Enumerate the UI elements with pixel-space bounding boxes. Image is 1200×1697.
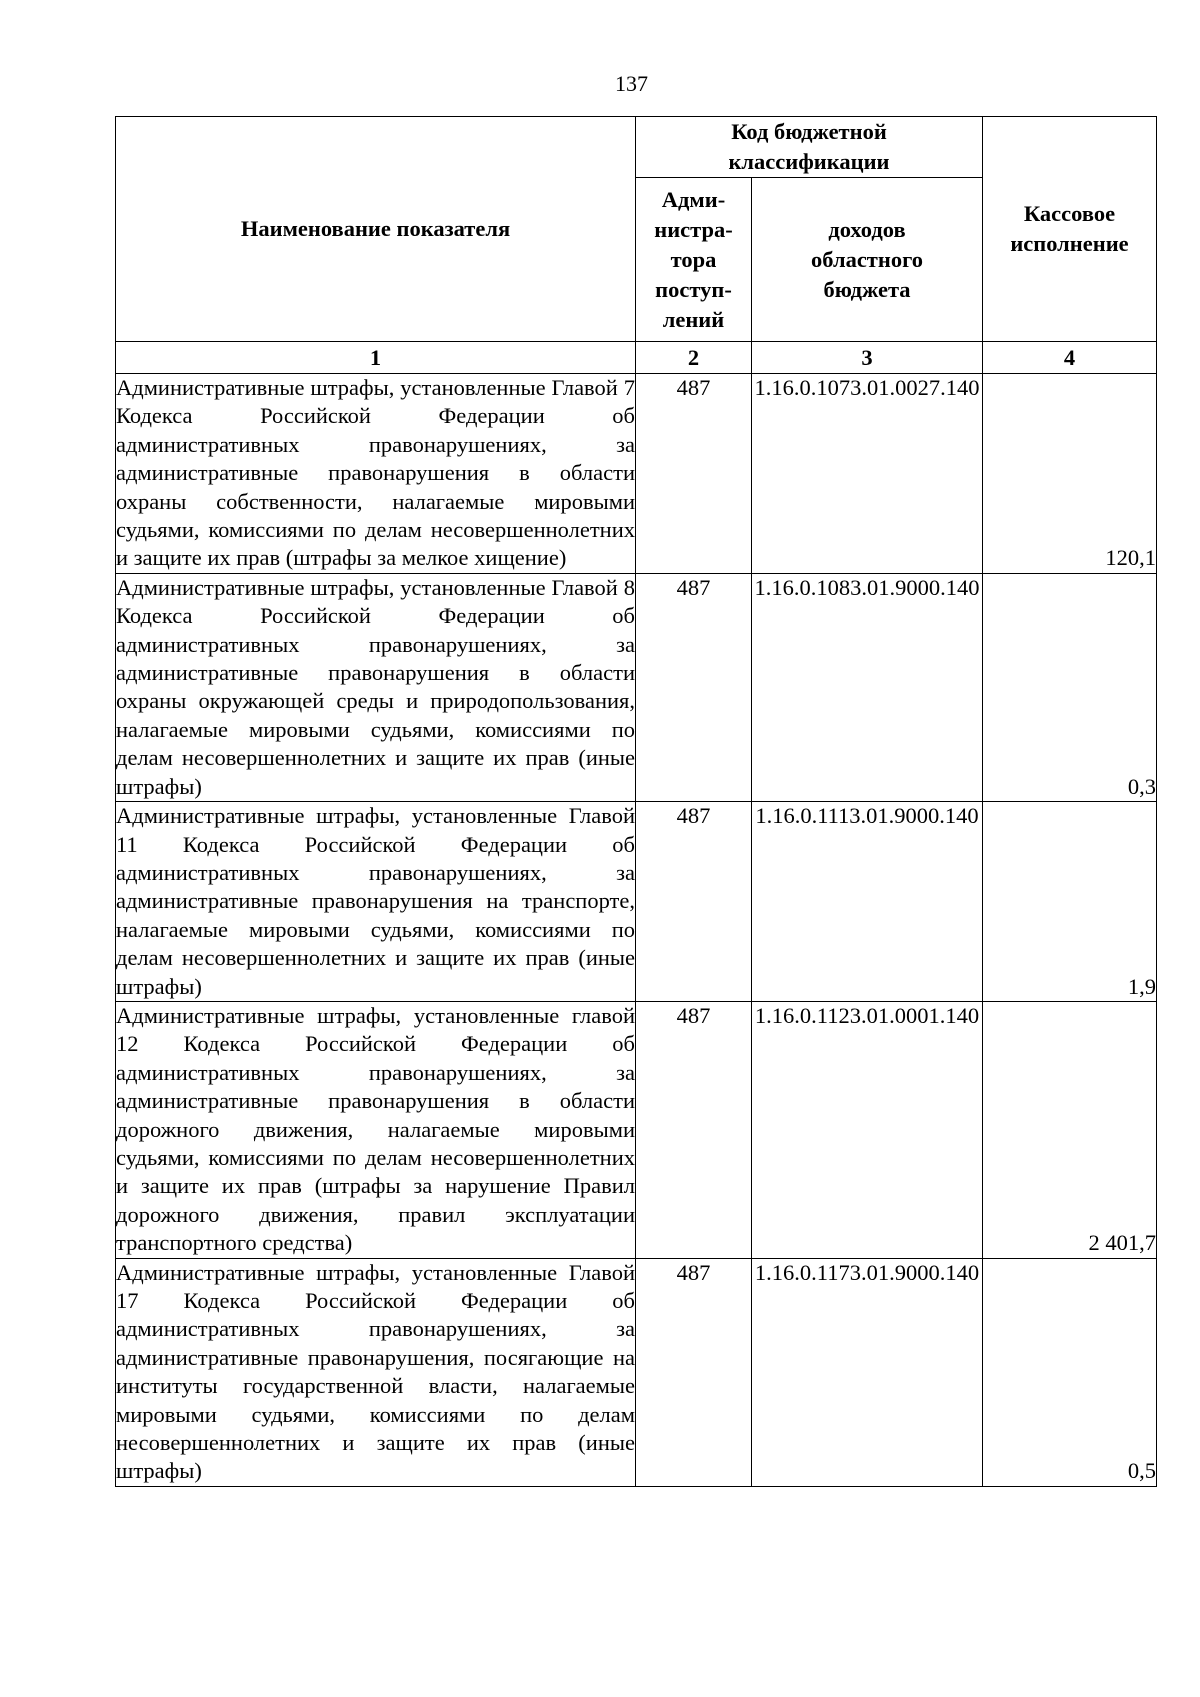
col-number-1: 1 [116,342,636,374]
admin-code: 487 [636,374,752,574]
cash-execution: 1,9 [983,802,1157,1002]
table-row [116,1001,1157,1258]
cash-execution: 2 401,7 [983,1001,1157,1258]
col-number-3: 3 [752,342,983,374]
budget-table [115,116,1157,1487]
income-code: 1.16.0.1123.01.0001.140 [752,1001,983,1258]
table-row [116,573,1157,801]
table-row [116,802,1157,1002]
indicator-name: Административные штрафы, установленные Главой 17 Кодекса Российской Федерации об административных правонарушениях, за административные правонарушения, посягающие на институты государственной власти, налагаемые мировыми судьями, комиссиями по делам несовершеннолетних и защите их прав (иные штрафы) [116,1258,636,1486]
income-code: 1.16.0.1083.01.9000.140 [752,573,983,801]
header-name: Наименование показателя [116,117,636,342]
cash-execution: 0,5 [983,1258,1157,1486]
cash-execution: 0,3 [983,573,1157,801]
header-code-group: Код бюджетной классификации [636,117,983,178]
admin-code: 487 [636,802,752,1002]
header-admin: Адми-нистра-тора поступ-лений [636,178,752,342]
page-number: 137 [615,71,648,96]
admin-code: 487 [636,1258,752,1486]
income-code: 1.16.0.1073.01.0027.140 [752,374,983,574]
indicator-name: Административные штрафы, установленные Главой 11 Кодекса Российской Федерации об административных правонарушениях, за административные правонарушения на транспорте, налагаемые мировыми судьями, комиссиями по делам несовершеннолетних и защите их прав (иные штрафы) [116,802,636,1002]
col-number-2: 2 [636,342,752,374]
indicator-name: Административные штрафы, установленные главой 12 Кодекса Российской Федерации об административных правонарушениях, за административные правонарушения в области дорожного движения, налагаемые мировыми судьями, комиссиями по делам несовершеннолетних и защите их прав (штрафы за нарушение Правил дорожного движения, правил эксплуатации транспортного средства) [116,1001,636,1258]
admin-code: 487 [636,573,752,801]
admin-code: 487 [636,1001,752,1258]
table-row [116,374,1157,574]
header-execution: Кассовое исполнение [983,117,1157,342]
income-code: 1.16.0.1173.01.9000.140 [752,1258,983,1486]
col-number-4: 4 [983,342,1157,374]
header-income: доходов областного бюджета [752,178,983,342]
income-code: 1.16.0.1113.01.9000.140 [752,802,983,1002]
table-row [116,1258,1157,1486]
indicator-name: Административные штрафы, установленные Главой 7 Кодекса Российской Федерации об административных правонарушениях, за административные правонарушения в области охраны собственности, налагаемые мировыми судьями, комиссиями по делам несовершеннолетних и защите их прав (штрафы за мелкое хищение) [116,374,636,574]
indicator-name: Административные штрафы, установленные Главой 8 Кодекса Российской Федерации об административных правонарушениях, за административные правонарушения в области охраны окружающей среды и природопользования, налагаемые мировыми судьями, комиссиями по делам несовершеннолетних и защите их прав (иные штрафы) [116,573,636,801]
cash-execution: 120,1 [983,374,1157,574]
